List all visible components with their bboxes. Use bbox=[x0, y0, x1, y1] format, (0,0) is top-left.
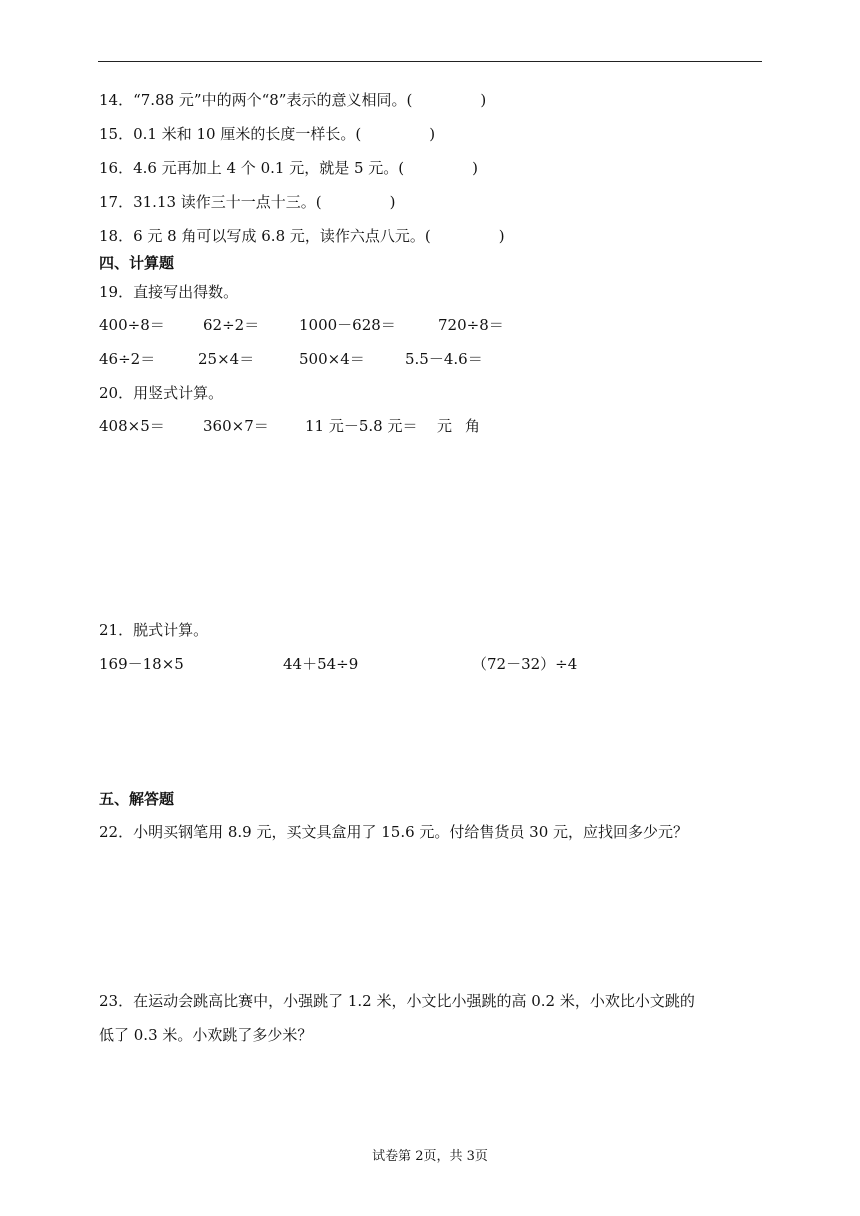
page-footer: 试卷第 2页，共 3页 bbox=[372, 1149, 488, 1164]
close-paren: ) bbox=[389, 193, 396, 211]
question-22: 22．小明买钢笔用 8.9 元，买文具盒用了 15.6 元。付给售货员 30 元，应找回多少元？ bbox=[99, 823, 689, 841]
question-text: 4.6 元再加上 4 个 0.1 元，就是 5 元。( bbox=[133, 159, 405, 177]
question-23-line1: 23．在运动会跳高比赛中，小强跳了 1.2 米，小文比小强跳的高 0.2 米，小欢比小文跳的 bbox=[99, 992, 695, 1010]
question-17 bbox=[99, 192, 396, 212]
question-text: 0.1 米和 10 厘米的长度一样长。( bbox=[133, 125, 362, 143]
question-18 bbox=[99, 226, 505, 246]
question-number: 17． bbox=[99, 193, 134, 211]
calc-item: 5.5－4.6＝ bbox=[405, 350, 483, 368]
question-number: 14． bbox=[99, 91, 134, 109]
vertical-calc-item: 408×5＝ bbox=[99, 417, 165, 435]
question-15 bbox=[99, 124, 435, 144]
question-number: 16． bbox=[99, 159, 134, 177]
step-calc-item: （72－32）÷4 bbox=[472, 655, 578, 673]
question-text: 6 元 8 角可以写成 6.8 元，读作六点八元。( bbox=[133, 227, 431, 245]
calc-item: 46÷2＝ bbox=[99, 350, 156, 368]
close-paren: ) bbox=[480, 91, 487, 109]
question-21-prompt: 21．脱式计算。 bbox=[99, 621, 209, 639]
question-23-line2: 低了 0.3 米。小欢跳了多少米？ bbox=[99, 1026, 313, 1044]
step-calc-item: 44＋54÷9 bbox=[283, 655, 359, 673]
question-14 bbox=[99, 90, 486, 110]
calc-item: 1000－628＝ bbox=[299, 316, 396, 334]
question-16 bbox=[99, 158, 478, 178]
question-19-prompt: 19．直接写出得数。 bbox=[99, 283, 239, 301]
unit-jiao: 角 bbox=[465, 417, 481, 435]
unit-yuan: 元 bbox=[437, 417, 453, 435]
close-paren: ) bbox=[429, 125, 436, 143]
question-number: 15． bbox=[99, 125, 134, 143]
header-rule bbox=[98, 61, 762, 62]
question-20-prompt: 20．用竖式计算。 bbox=[99, 384, 224, 402]
calc-item: 500×4＝ bbox=[299, 350, 365, 368]
section-title-solve: 五、解答题 bbox=[99, 790, 175, 808]
calc-item: 400÷8＝ bbox=[99, 316, 165, 334]
vertical-calc-item: 360×7＝ bbox=[203, 417, 269, 435]
close-paren: ) bbox=[472, 159, 478, 177]
calc-item: 720÷8＝ bbox=[438, 316, 504, 334]
question-text: “7.88 元”中的两个“8”表示的意义相同。( bbox=[133, 91, 413, 109]
step-calc-item: 169－18×5 bbox=[99, 655, 184, 673]
vertical-calc-item: 11 元－5.8 元＝ bbox=[305, 417, 418, 435]
question-text: 31.13 读作三十一点十三。( bbox=[133, 193, 322, 211]
section-title-calc: 四、计算题 bbox=[99, 254, 175, 272]
calc-item: 25×4＝ bbox=[198, 350, 255, 368]
calc-item: 62÷2＝ bbox=[203, 316, 260, 334]
close-paren: ) bbox=[498, 227, 505, 245]
question-number: 18． bbox=[99, 227, 134, 245]
